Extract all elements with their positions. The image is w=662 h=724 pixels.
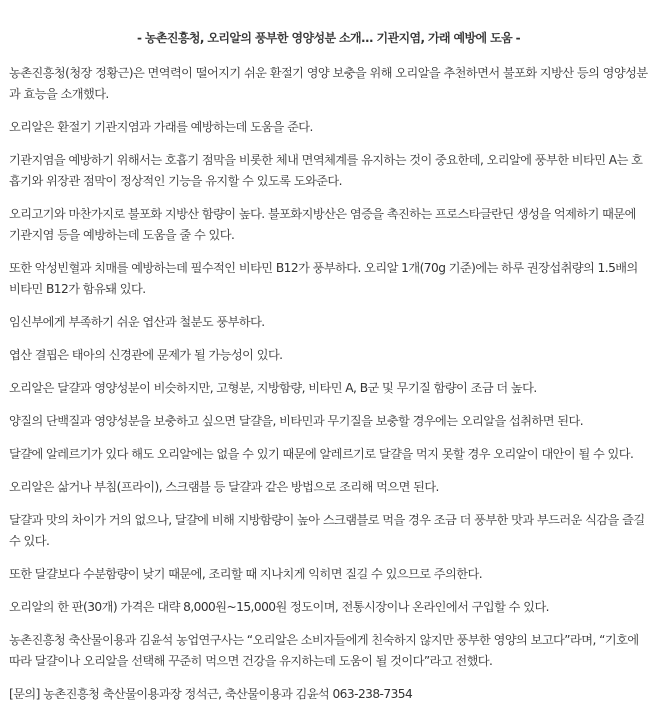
paragraph-taste: 달걀과 맛의 차이가 거의 없으나, 달걀에 비해 지방함량이 높아 스크램블로 먹을 경우 조금 더 풍부한 맛과 부드러운 식감을 즐길 수 있다. [9, 513, 645, 548]
paragraph-contact: [문의] 농촌진흥청 축산물이용과장 정석근, 축산물이용과 김윤석 063-238-7354 [9, 687, 413, 701]
paragraph-allergy: 달걀에 알레르기가 있다 해도 오리알에는 없을 수 있기 때문에 알레르기로 달걀을 먹지 못할 경우 오리알이 대안이 될 수 있다. [9, 447, 634, 461]
paragraph-price: 오리알의 한 판(30개) 가격은 대략 8,000원~15,000원 정도이며, 전통시장이나 온라인에서 구입할 수 있다. [9, 600, 549, 614]
paragraph-vitamin-a: 기관지염을 예방하기 위해서는 호흡기 점막을 비롯한 체내 면역체계를 유지하는 것이 중요한데, 오리알에 풍부한 비타민 A는 호흡기와 위장관 점막이 정상적인 기능을 유지할 수 있도록 도와준다. [9, 153, 643, 188]
paragraph-quote: 농촌진흥청 축산물이용과 김윤석 농업연구사는 “오리알은 소비자들에게 친숙하지 않지만 풍부한 영양의 보고다”라며, “기호에 따라 달걀이나 오리알을 선택해 꾸준히 먹으면 건강을 유지하는데 도움이 될 것이다”라고 전했다. [9, 633, 639, 668]
paragraph-nutrition-choice: 양질의 단백질과 영양성분을 보충하고 싶으면 달걀을, 비타민과 무기질을 보충할 경우에는 오리알을 섭취하면 된다. [9, 414, 584, 428]
paragraph-unsaturated-fat: 오리고기와 마찬가지로 불포화 지방산 함량이 높다. 불포화지방산은 염증을 촉진하는 프로스타글란딘 생성을 억제하기 때문에 기관지염 등을 예방하는데 도움을 줄 수 있다. [9, 207, 636, 242]
paragraph-intro: 농촌진흥청(청장 정황근)은 면역력이 떨어지기 쉬운 환절기 영양 보충을 위해 오리알을 추천하면서 불포화 지방산 등의 영양성분과 효능을 소개했다. [9, 66, 648, 101]
paragraph-vitamin-b12: 또한 악성빈혈과 치매를 예방하는데 필수적인 비타민 B12가 풍부하다. 오리알 1개(70g 기준)에는 하루 권장섭취량의 1.5배의 비타민 B12가 함유돼 있다. [9, 261, 638, 296]
paragraph-folate-deficiency: 엽산 결핍은 태아의 신경관에 문제가 될 가능성이 있다. [9, 348, 283, 362]
article-subtitle: - 농촌진흥청, 오리알의 풍부한 영양성분 소개... 기관지염, 가래 예방에 도움 - [136, 31, 521, 45]
paragraph-caution: 또한 달걀보다 수분함량이 낮기 때문에, 조리할 때 지나치게 익히면 질길 수 있으므로 주의한다. [9, 567, 483, 581]
paragraph-egg-comparison: 오리알은 달걀과 영양성분이 비슷하지만, 고형분, 지방함량, 비타민 A, B군 및 무기질 함량이 조금 더 높다. [9, 381, 537, 395]
paragraph-cooking: 오리알은 삶거나 부침(프라이), 스크램블 등 달걀과 같은 방법으로 조리해 먹으면 된다. [9, 480, 439, 494]
paragraph-folate-iron: 임신부에게 부족하기 쉬운 엽산과 철분도 풍부하다. [9, 315, 265, 329]
paragraph-bronchitis-prevention: 오리알은 환절기 기관지염과 가래를 예방하는데 도움을 준다. [9, 120, 313, 134]
